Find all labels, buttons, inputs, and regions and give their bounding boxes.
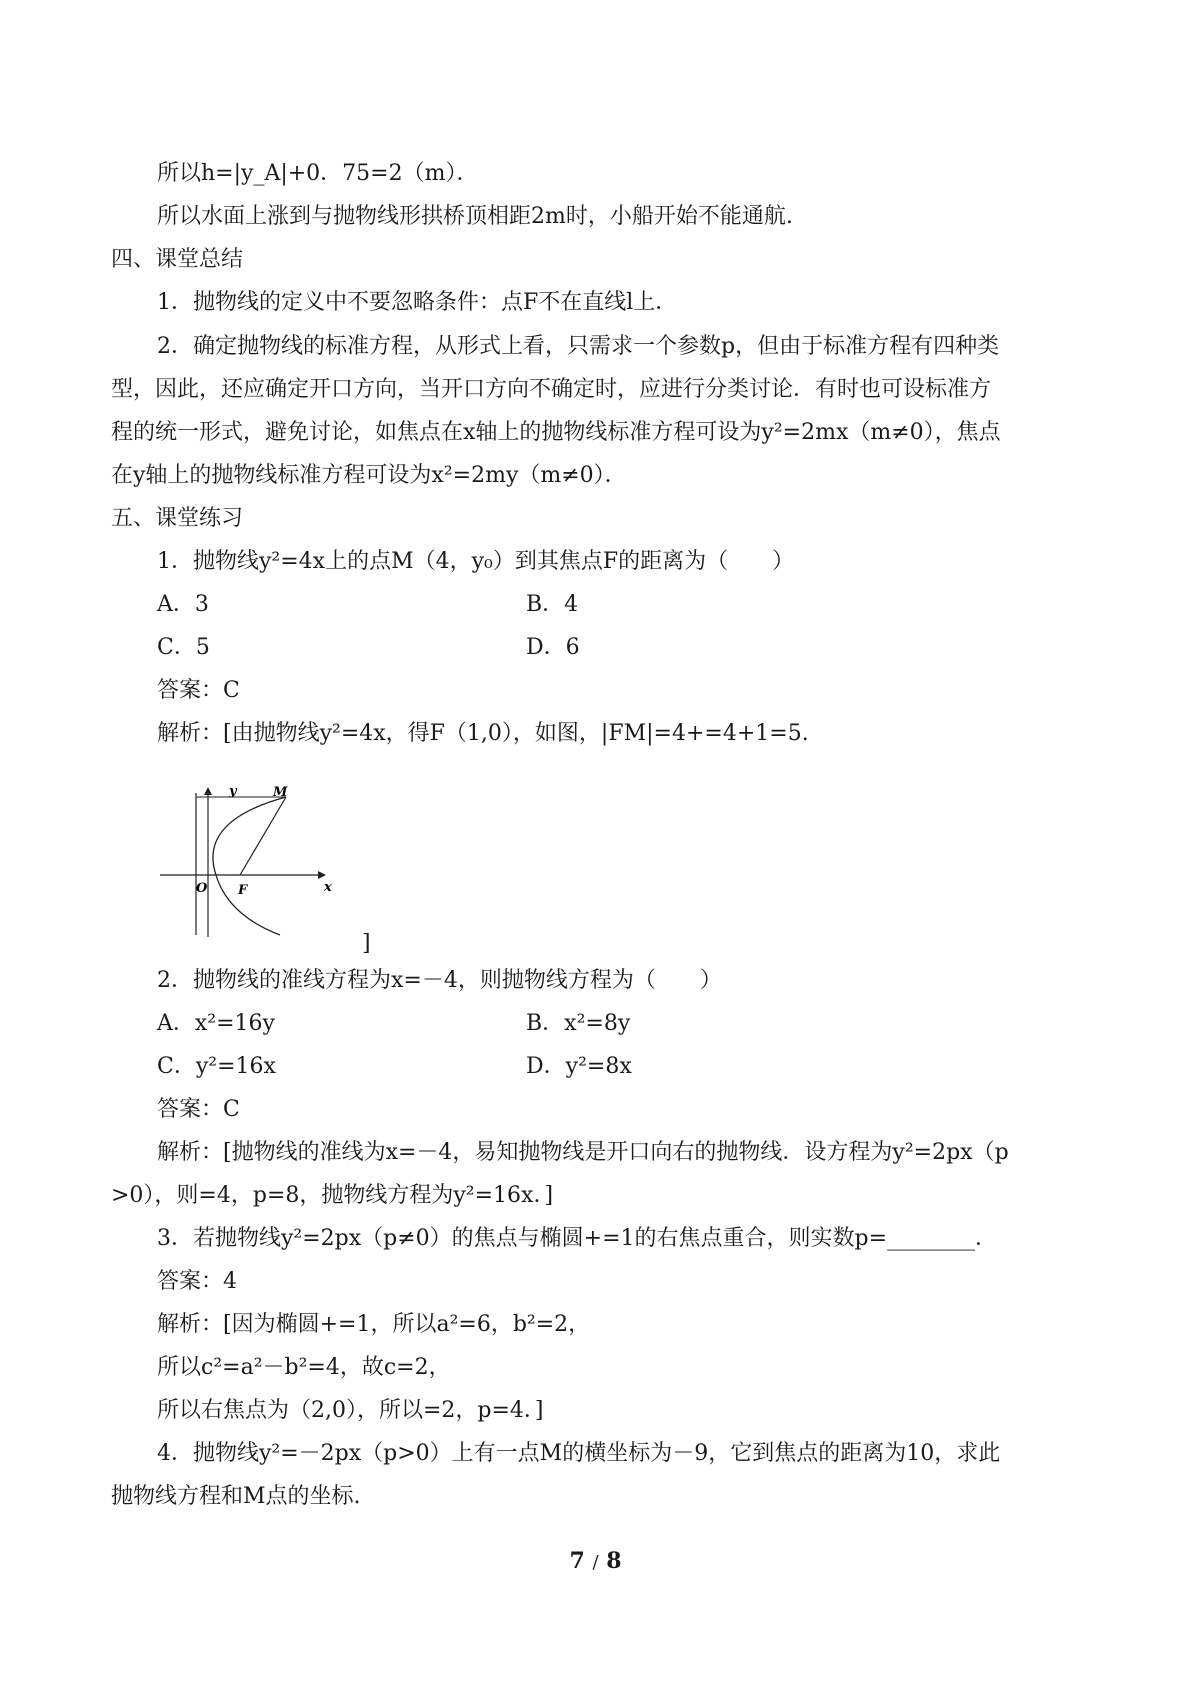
page-number — [0, 1548, 1191, 1574]
question-text: 4．抛物线y²=－2px（p>0）上有一点M的横坐标为－9，它到焦点的距离为10，求此 — [157, 1441, 1001, 1466]
point-m-label: M — [273, 785, 288, 800]
page-total: 8 — [606, 1548, 622, 1574]
page-separator: / — [592, 1552, 599, 1573]
question-text: 3．若抛物线y²=2px（p≠0）的焦点与椭圆+=1的右焦点重合，则实数p=________． — [157, 1226, 998, 1251]
analysis-text: 所以右焦点为（2,0），所以=2，p=4．] — [157, 1398, 544, 1423]
option-a: A．3 — [157, 592, 209, 617]
text-line: 2．确定抛物线的标准方程，从形式上看，只需求一个参数p，但由于标准方程有四种类 — [157, 334, 1000, 359]
origin-label: O — [196, 881, 208, 896]
answer-text: 答案：C — [157, 678, 240, 703]
analysis-text: 解析：[因为椭圆+=1，所以a²=6，b²=2， — [157, 1312, 591, 1337]
option-b: B．4 — [526, 592, 579, 617]
text-line: 所以h=|y_A|+0．75=2（m）． — [157, 161, 479, 186]
text-line: 型，因此，还应确定开口方向，当开口方向不确定时，应进行分类讨论．有时也可设标准方 — [111, 377, 992, 402]
analysis-text: >0），则=4，p=8，抛物线方程为y²=16x．] — [111, 1183, 554, 1208]
text-line: 所以水面上涨到与抛物线形拱桥顶相距2m时，小船开始不能通航. — [157, 204, 793, 229]
parabola-figure — [158, 785, 343, 943]
option-a: A．x²=16y — [157, 1011, 275, 1036]
section-heading: 四、课堂总结 — [111, 247, 244, 272]
section-heading: 五、课堂练习 — [111, 506, 244, 531]
answer-text: 答案：4 — [157, 1269, 237, 1294]
question-text: 抛物线方程和M点的坐标. — [111, 1484, 361, 1509]
page-current: 7 — [569, 1548, 585, 1574]
option-b: B．x²=8y — [526, 1011, 631, 1036]
option-d: D．6 — [526, 635, 580, 660]
axis-label-x: x — [324, 880, 332, 895]
question-text: 1．抛物线y²=4x上的点M（4，y₀）到其焦点F的距离为（ ） — [157, 549, 795, 574]
option-c: C．y²=16x — [157, 1054, 276, 1079]
closing-bracket: ] — [362, 931, 371, 956]
option-d: D．y²=8x — [526, 1054, 632, 1079]
answer-text: 答案：C — [157, 1097, 240, 1122]
text-line: 1．抛物线的定义中不要忽略条件：点F不在直线l上． — [157, 290, 678, 315]
analysis-text: 解析：[抛物线的准线为x=－4，易知抛物线是开口向右的抛物线．设方程为y²=2px（p — [157, 1140, 1009, 1165]
option-c: C．5 — [157, 635, 210, 660]
question-text: 2．抛物线的准线方程为x=－4，则抛物线方程为（ ） — [157, 968, 722, 993]
axis-label-y: y — [229, 785, 237, 799]
text-line: 程的统一形式，避免讨论，如焦点在x轴上的抛物线标准方程可设为y²=2mx（m≠0），焦点 — [111, 420, 1001, 445]
focus-label: F — [238, 883, 248, 898]
analysis-text: 解析：[由抛物线y²=4x，得F（1,0），如图，|FM|=4+=4+1=5. — [157, 721, 809, 746]
text-line: 在y轴上的抛物线标准方程可设为x²=2my（m≠0）． — [111, 463, 627, 488]
analysis-text: 所以c²=a²－b²=4，故c=2， — [157, 1355, 451, 1380]
